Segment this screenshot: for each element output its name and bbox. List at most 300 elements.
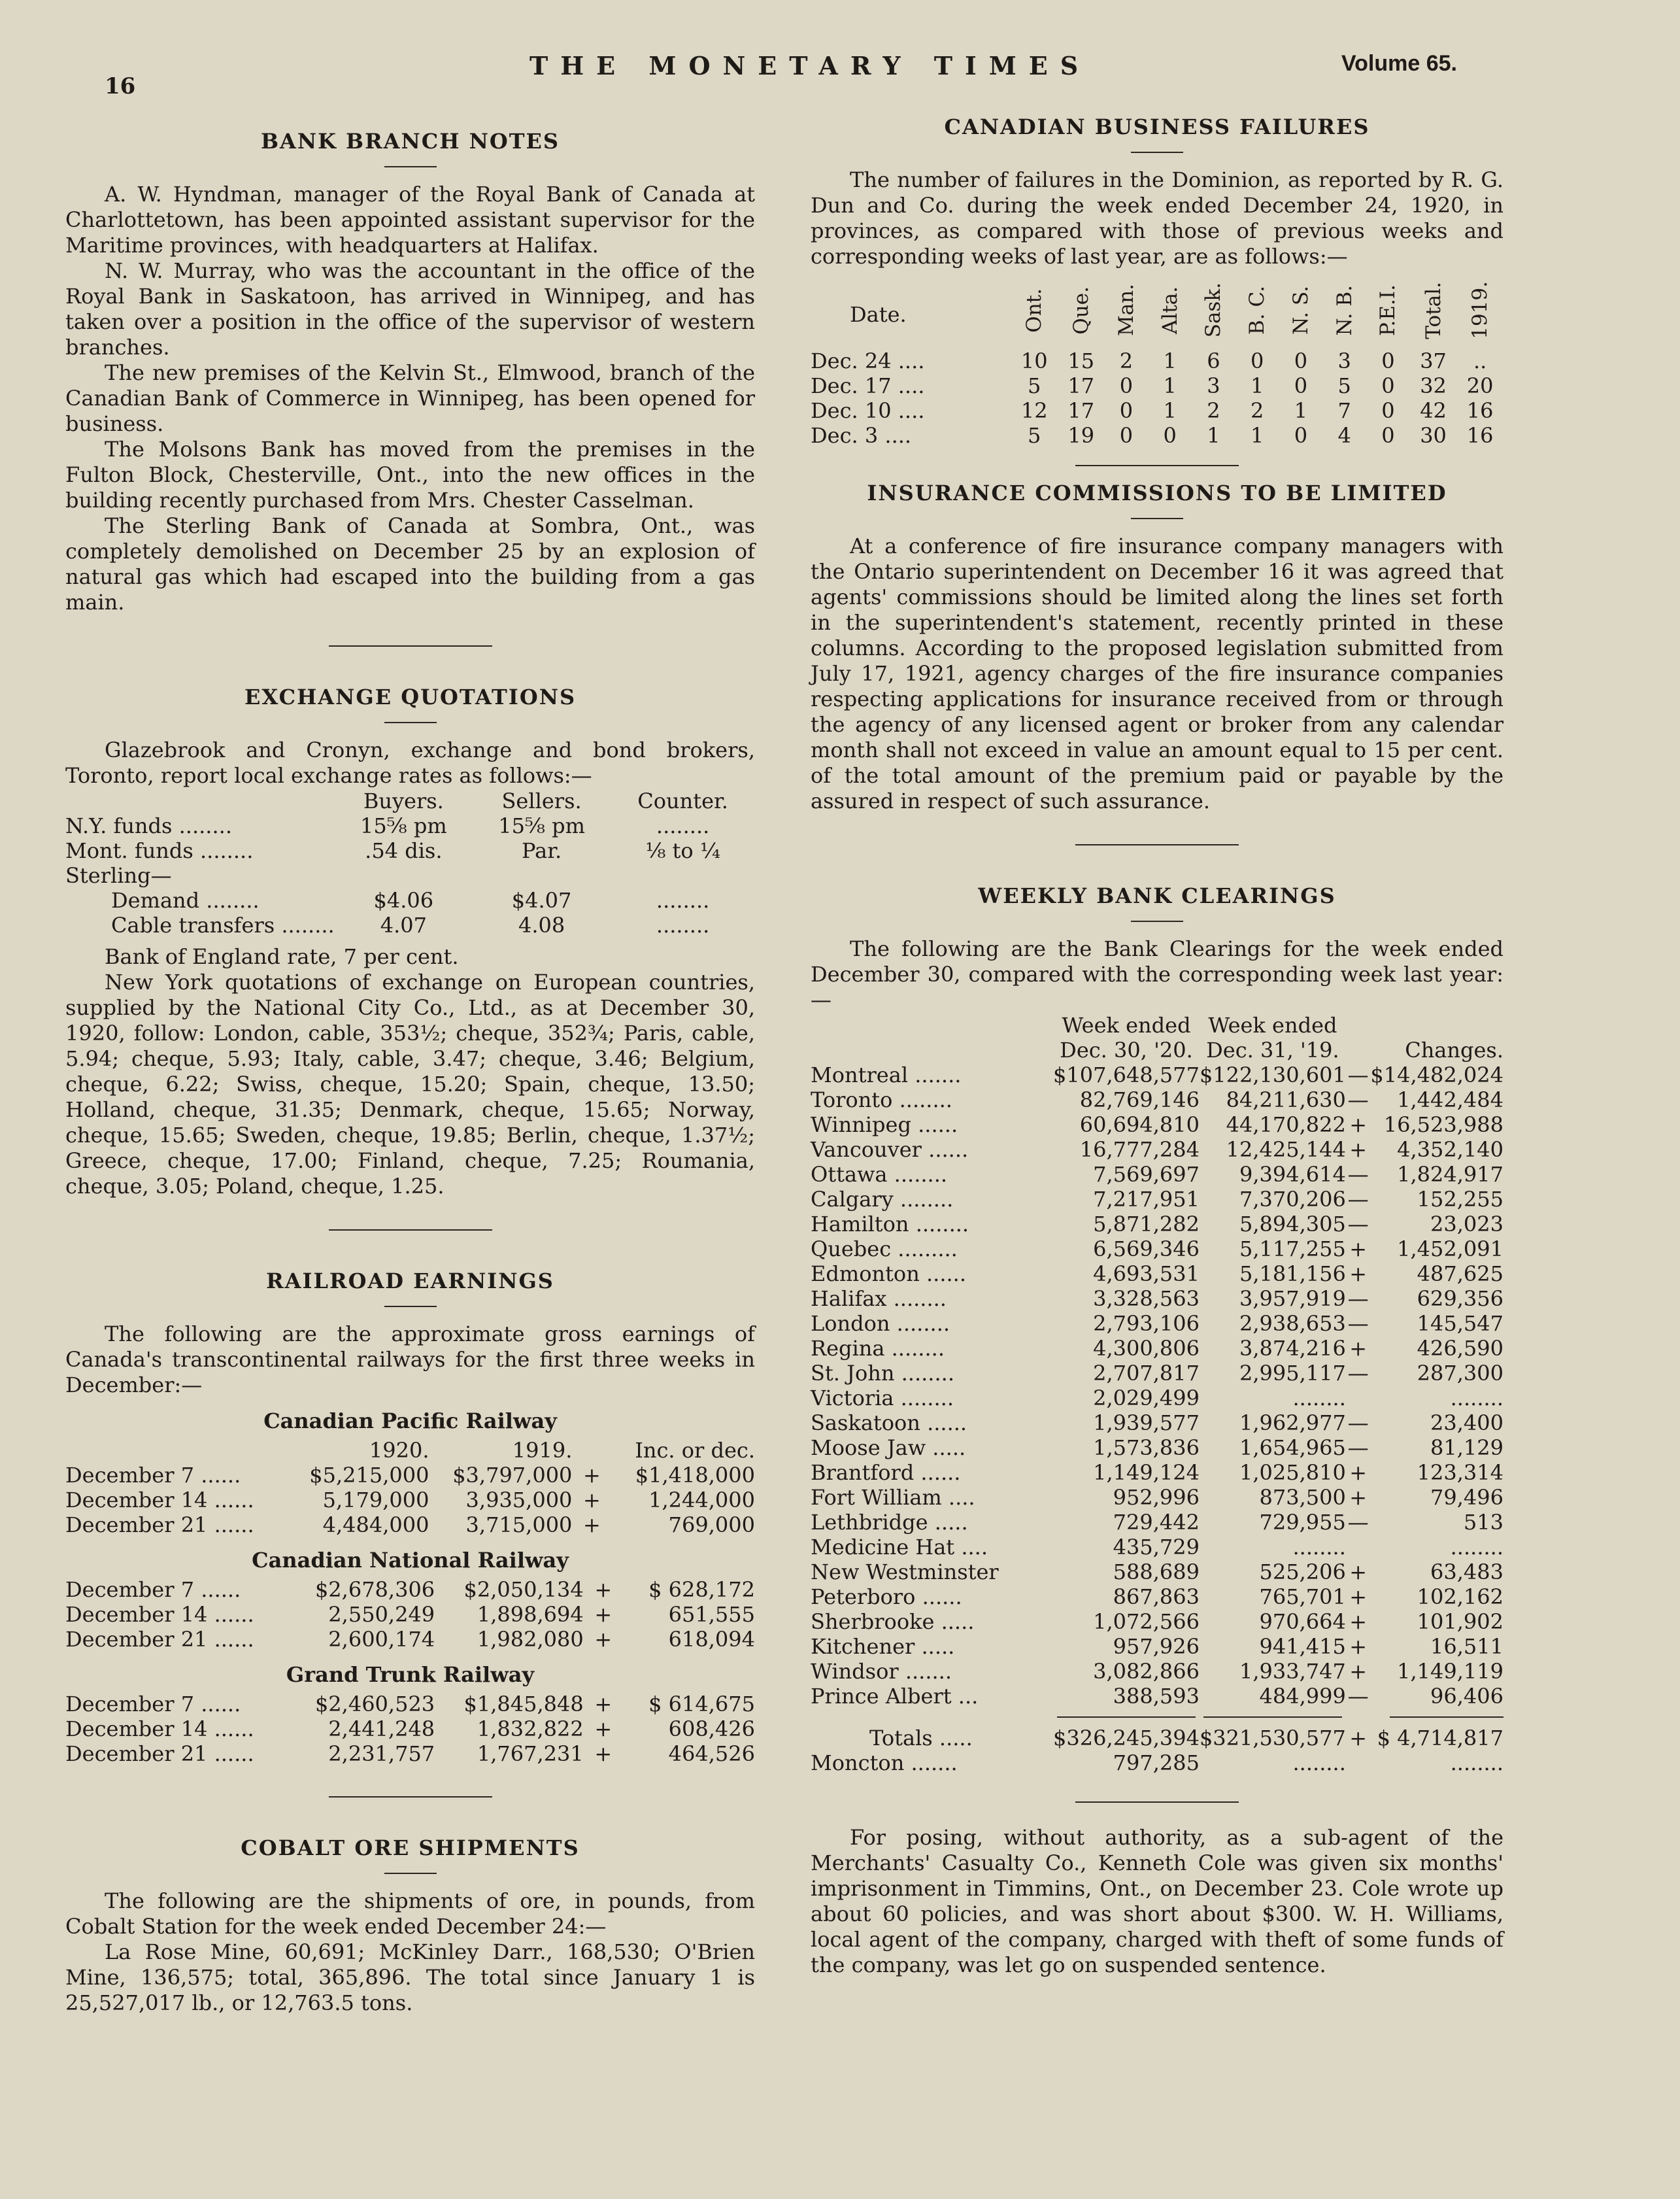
row-label: December 7 ...... (65, 1463, 241, 1488)
column-header-text: 1919. (1468, 281, 1492, 339)
change-value: $1,418,000 (635, 1463, 755, 1488)
heading-rule (1131, 921, 1183, 922)
city-cell: Winnipeg ...... (811, 1112, 958, 1137)
table-row (65, 863, 755, 888)
city-cell: Windsor ....... (811, 1658, 952, 1684)
railway-name: Grand Trunk Railway (286, 1662, 535, 1687)
change-sign: + (594, 1692, 613, 1716)
column-header (1011, 281, 1058, 349)
table-row (65, 913, 755, 938)
change-sign: — (1347, 1435, 1369, 1460)
value-cell: 5 (1028, 373, 1041, 398)
column-header: Counter. (637, 789, 728, 813)
table-row (65, 838, 755, 863)
table-row (811, 1435, 1504, 1460)
row-label: December 14 ...... (65, 1488, 254, 1512)
moncton-1919: ........ (1292, 1750, 1346, 1775)
table-row (65, 1716, 755, 1741)
change-sign: — (1347, 1186, 1369, 1212)
sellers-cell: 15⅝ pm (498, 813, 585, 838)
table-row (65, 1602, 755, 1627)
table-row (811, 1485, 1504, 1510)
change-value: 426,590 (1417, 1335, 1504, 1361)
value-1919: 3,874,216 (1239, 1335, 1346, 1361)
moncton-label: Moncton (811, 1750, 905, 1775)
city-cell: Hamilton ........ (811, 1211, 969, 1236)
table-header-row (65, 789, 755, 813)
clearings-heading: WEEKLY BANK CLEARINGS (978, 883, 1336, 908)
date-cell: Dec. 17 .... (811, 373, 925, 398)
column-header (1456, 281, 1504, 349)
branch-note: The Sterling Bank of Canada at Sombra, Ont., was completely demolished on December 25 by an explosion of natural gas which had escaped into the building from a gas main. (65, 513, 755, 615)
railway-table (65, 1692, 755, 1766)
table-row (811, 1212, 1504, 1236)
table-row (811, 1336, 1504, 1361)
table-row (811, 1236, 1504, 1261)
value-cell: 0 (1294, 422, 1308, 448)
value-cell: 10 (1020, 348, 1048, 373)
value-1919: 5,117,255 (1239, 1236, 1346, 1261)
value-1920: 4,693,531 (1093, 1261, 1200, 1286)
column-header (1105, 281, 1149, 349)
railroad-earnings-heading: RAILROAD EARNINGS (266, 1269, 554, 1293)
value-cell: 7 (1337, 398, 1351, 423)
value-cell: 1 (1207, 422, 1220, 448)
value-1919: 729,955 (1259, 1509, 1346, 1535)
value-cell: 17 (1067, 398, 1095, 423)
change-value: 1,452,091 (1397, 1236, 1504, 1261)
value-1919: 873,500 (1259, 1484, 1346, 1510)
change-value: 487,625 (1417, 1261, 1504, 1286)
city-cell: Quebec ......... (811, 1236, 958, 1261)
change-value: 1,244,000 (648, 1488, 755, 1512)
value-cell: 0 (1381, 398, 1395, 423)
page-number: 16 (105, 73, 136, 99)
change-value: 152,255 (1417, 1186, 1504, 1212)
heading-rule (384, 722, 437, 723)
branch-note: A. W. Hyndman, manager of the Royal Bank of Canada at Charlottetown, has been appointed assistant supervisor for the Maritime provinces, with headquarters at Halifax. (65, 182, 755, 258)
table-row (811, 1286, 1504, 1311)
buyers-cell: 4.07 (380, 913, 427, 938)
value-1920: 60,694,810 (1079, 1112, 1200, 1137)
column-header-text: Ont. (1022, 288, 1047, 333)
value-1919: 2,938,653 (1239, 1310, 1346, 1336)
change-value: 16,523,988 (1383, 1112, 1504, 1137)
table-row (811, 1560, 1504, 1584)
table-row (811, 1535, 1504, 1560)
value-1920: 1,072,566 (1093, 1609, 1200, 1634)
bank-branch-notes-heading: BANK BRANCH NOTES (260, 129, 560, 154)
table-row (811, 1510, 1504, 1535)
row-label: Demand ........ (111, 888, 260, 913)
column-header: 1920. (369, 1438, 429, 1463)
value-1919: 2,995,117 (1239, 1360, 1346, 1386)
value-cell: 1 (1250, 373, 1264, 398)
value-1919: 44,170,822 (1226, 1112, 1346, 1137)
change-value: $ 614,675 (648, 1692, 755, 1716)
change-sign: + (1349, 1633, 1368, 1659)
change-sign: — (1347, 1087, 1369, 1112)
railway-table (65, 1438, 755, 1537)
failures-intro: The number of failures in the Dominion, as reported by R. G. Dun and Co. during the week ended December 24, 1920, in provinces, as compared with those of previous weeks and corresponding weeks of last year, are as follows:— (811, 167, 1504, 269)
value-1920: 1,573,836 (1093, 1435, 1200, 1460)
change-value: 1,442,484 (1397, 1087, 1504, 1112)
row-label: December 7 ...... (65, 1577, 241, 1602)
value-1920: 7,569,697 (1093, 1161, 1200, 1187)
column-header (572, 1438, 611, 1463)
table-row (811, 1361, 1504, 1386)
value-1920: 1,939,577 (1093, 1410, 1200, 1435)
change-sign: + (594, 1627, 613, 1652)
column-header-text: N. S. (1288, 285, 1313, 335)
change-value: 769,000 (668, 1512, 755, 1537)
value-cell: 19 (1067, 422, 1095, 448)
table-row (811, 1187, 1504, 1212)
clearings-table (811, 1013, 1504, 1775)
row-label: December 21 ...... (65, 1741, 254, 1766)
business-failures-heading: CANADIAN BUSINESS FAILURES (944, 114, 1370, 139)
change-value: 79,496 (1430, 1484, 1504, 1510)
change-sign: + (1349, 1484, 1368, 1510)
value-cell: .. (1473, 348, 1487, 373)
change-sign: — (1347, 1062, 1369, 1087)
table-row (65, 1741, 755, 1766)
value-1919: 1,654,965 (1239, 1435, 1346, 1460)
row-label: N.Y. funds ........ (65, 813, 232, 838)
value-1920: $107,648,577 (1053, 1062, 1200, 1087)
table-row (811, 1659, 1504, 1684)
change-sign: — (1347, 1286, 1369, 1311)
value-1920: 7,217,951 (1093, 1186, 1200, 1212)
value-1919: 1,933,747 (1239, 1658, 1346, 1684)
table-row (811, 1634, 1504, 1659)
value-1920: 957,926 (1113, 1633, 1200, 1659)
change-value: 23,400 (1430, 1410, 1504, 1435)
table-row (811, 349, 1504, 373)
value-1920: 3,082,866 (1093, 1658, 1200, 1684)
change-sign: + (1349, 1658, 1368, 1684)
change-sign: — (1347, 1410, 1369, 1435)
cobalt-heading: COBALT ORE SHIPMENTS (241, 1835, 580, 1860)
city-cell: St. John ........ (811, 1360, 954, 1386)
value-1919: 1,767,231 (477, 1741, 584, 1766)
change-sign: — (1347, 1360, 1369, 1386)
value-cell: 1 (1163, 348, 1177, 373)
moncton-row (811, 1750, 1504, 1775)
change-sign: + (1349, 1261, 1368, 1286)
row-label: Cable transfers ........ (111, 913, 335, 938)
city-cell: Calgary ........ (811, 1186, 954, 1212)
value-1919: ........ (1292, 1534, 1346, 1560)
change-value: ........ (1450, 1385, 1504, 1410)
change-value: 101,902 (1417, 1609, 1504, 1634)
change-sign: + (1349, 1609, 1368, 1634)
branch-note: The new premises of the Kelvin St., Elmwood, branch of the Canadian Bank of Commerce in Winnipeg, has been opened for business. (65, 360, 755, 436)
buyers-cell: 15⅝ pm (360, 813, 447, 838)
city-cell: Regina ........ (811, 1335, 945, 1361)
column-header-text: Total. (1421, 281, 1445, 339)
value-cell: 0 (1163, 422, 1177, 448)
sellers-cell (473, 863, 611, 888)
row-label: December 14 ...... (65, 1602, 254, 1627)
change-sign: + (1349, 1335, 1368, 1361)
date-cell: Dec. 3 .... (811, 422, 912, 448)
value-1920: 729,442 (1113, 1509, 1200, 1535)
value-1920: 5,871,282 (1093, 1211, 1200, 1236)
table-header-row (811, 1038, 1504, 1063)
value-cell: 2 (1250, 398, 1264, 423)
column-header (1148, 281, 1192, 349)
city-cell: Montreal ....... (811, 1062, 962, 1087)
section-rule (1075, 1801, 1239, 1803)
column-header-text: P.E.I. (1376, 284, 1400, 336)
city-cell: Brantford ...... (811, 1459, 961, 1485)
city-cell: Prince Albert ... (811, 1683, 979, 1709)
counter-cell (611, 863, 755, 888)
change-sign: + (1349, 1112, 1368, 1137)
value-1919: 525,206 (1259, 1559, 1346, 1584)
heading-rule (1131, 152, 1183, 153)
railway-earnings-tables (65, 1408, 755, 1766)
value-1920: 952,996 (1113, 1484, 1200, 1510)
clearings-intro: The following are the Bank Clearings for the week ended December 30, compared with the corresponding week last year:— (811, 936, 1504, 1012)
counter-cell: ........ (656, 913, 710, 938)
section-rule (329, 1796, 492, 1798)
change-sign: — (1347, 1161, 1369, 1187)
column-header-text: Sask. (1201, 282, 1226, 338)
value-1920: 435,729 (1113, 1534, 1200, 1560)
column-header: 1919. (512, 1438, 573, 1463)
value-1920: 16,777,284 (1079, 1136, 1200, 1162)
table-row (811, 1162, 1504, 1187)
change-sign: — (1347, 1509, 1369, 1535)
value-cell: 12 (1020, 398, 1048, 423)
value-cell: 3 (1207, 373, 1220, 398)
column-header: Buyers. (363, 789, 444, 813)
buyers-cell: .54 dis. (365, 838, 443, 863)
value-1919: 3,957,919 (1239, 1286, 1346, 1311)
change-sign: + (1349, 1136, 1368, 1162)
value-1919: 84,211,630 (1226, 1087, 1346, 1112)
change-sign: + (594, 1577, 613, 1602)
table-row (811, 1386, 1504, 1410)
table-row (811, 1460, 1504, 1485)
table-row (65, 1692, 755, 1716)
sellers-cell: Par. (522, 838, 562, 863)
railway-name: Canadian National Railway (252, 1548, 569, 1573)
value-cell: 1 (1163, 373, 1177, 398)
change-sign: + (583, 1512, 601, 1537)
row-label: December 14 ...... (65, 1716, 254, 1741)
value-1920: 2,029,499 (1093, 1385, 1200, 1410)
exchange-quotations-heading: EXCHANGE QUOTATIONS (244, 685, 577, 709)
branch-note: N. W. Murray, who was the accountant in the office of the Royal Bank in Saskatoon, has arrived in Winnipeg, and has taken over a position in the office of the supervisor of western branches. (65, 258, 755, 360)
change-value: 23,023 (1430, 1211, 1504, 1236)
change-sign: — (1347, 1683, 1369, 1709)
column-header: Dec. 30, '20. (1060, 1037, 1193, 1063)
value-cell: 20 (1466, 373, 1494, 398)
change-value: 63,483 (1430, 1559, 1504, 1584)
change-sign: — (1347, 1310, 1369, 1336)
value-1920: 3,328,563 (1093, 1286, 1200, 1311)
value-1919: $3,797,000 (452, 1463, 573, 1488)
section-rule (1075, 465, 1239, 466)
table-row (65, 1463, 755, 1488)
change-sign: + (594, 1602, 613, 1627)
value-cell: 30 (1420, 422, 1447, 448)
change-sign: + (583, 1488, 601, 1512)
totals-change: $ 4,714,817 (1377, 1725, 1504, 1750)
value-1919: 1,025,810 (1239, 1459, 1346, 1485)
value-1919: 1,962,977 (1239, 1410, 1346, 1435)
section-rule (329, 1229, 492, 1231)
change-value: 1,824,917 (1397, 1161, 1504, 1187)
branch-note: The Molsons Bank has moved from the premises in the Fulton Block, Chesterville, Ont., into the new offices in the building recently purchased from Mrs. Chester Casselman. (65, 437, 755, 513)
change-value: 81,129 (1430, 1435, 1504, 1460)
value-1919: $2,050,134 (463, 1577, 584, 1602)
value-1919: 1,832,822 (477, 1716, 584, 1741)
value-cell: 3 (1337, 348, 1351, 373)
value-cell: 6 (1207, 348, 1220, 373)
value-1920: 588,689 (1113, 1559, 1200, 1584)
change-value: 145,547 (1417, 1310, 1504, 1336)
change-value: 608,426 (668, 1716, 755, 1741)
city-cell: Kitchener ..... (811, 1633, 955, 1659)
value-1920: 2,793,106 (1093, 1310, 1200, 1336)
value-1920: 6,569,346 (1093, 1236, 1200, 1261)
table-row (811, 373, 1504, 398)
change-sign: + (1349, 1459, 1368, 1485)
table-row (811, 1410, 1504, 1435)
volume-label: Volume 65. (1341, 51, 1457, 76)
sellers-cell: $4.07 (511, 888, 572, 913)
city-cell: Fort William .... (811, 1484, 975, 1510)
value-cell: 0 (1119, 373, 1134, 398)
column-header (1279, 281, 1323, 349)
value-cell: 17 (1067, 373, 1095, 398)
column-header: Sellers. (501, 789, 582, 813)
date-column-header: Date. (850, 302, 907, 328)
value-1920: 2,707,817 (1093, 1360, 1200, 1386)
column-header: Changes. (1405, 1037, 1504, 1063)
value-1920: 867,863 (1113, 1584, 1200, 1609)
city-cell: Saskatoon ...... (811, 1410, 967, 1435)
value-1919: 484,999 (1259, 1683, 1346, 1709)
city-cell: Edmonton ...... (811, 1261, 966, 1286)
exchange-table (65, 789, 755, 938)
value-cell: 0 (1294, 373, 1308, 398)
change-sign: — (1347, 1211, 1369, 1236)
cobalt-intro: The following are the shipments of ore, in pounds, from Cobalt Station for the week ended December 24:— (65, 1888, 755, 1939)
row-label: December 21 ...... (65, 1512, 254, 1537)
table-row (811, 1609, 1504, 1634)
table-row (65, 888, 755, 913)
value-cell: 0 (1294, 348, 1308, 373)
city-cell: Moose Jaw ..... (811, 1435, 966, 1460)
counter-cell: ........ (656, 813, 710, 838)
row-label: December 7 ...... (65, 1692, 241, 1716)
value-cell: 0 (1381, 422, 1395, 448)
value-1920: $5,215,000 (309, 1463, 429, 1488)
moncton-1920: 797,285 (1113, 1750, 1200, 1775)
insurance-text: At a conference of fire insurance company managers with the Ontario superintendent on December 16 it was agreed that agents' commissions should be limited along the lines set forth in the superintendent's statement, recently printed in these columns. According to the proposed legislation submitted from July 17, 1921, agency charges of the fire insurance companies respecting applications for insurance received from or through the agency of any licensed agent or broker from any calendar month shall not exceed in value an amount equal to 15 per cent. of the total amount of the premium paid or payable by the assured in respect of such assurance. (811, 533, 1504, 813)
value-1919: 1,982,080 (477, 1627, 584, 1652)
value-1920: $2,678,306 (314, 1577, 435, 1602)
change-sign: + (1349, 1584, 1368, 1609)
city-cell: Lethbridge ..... (811, 1509, 968, 1535)
change-sign: + (594, 1741, 613, 1766)
value-cell: 1 (1163, 398, 1177, 423)
column-header (1322, 281, 1366, 349)
buyers-cell: $4.06 (373, 888, 434, 913)
change-value: 1,149,119 (1397, 1658, 1504, 1684)
table-row (811, 1112, 1504, 1137)
railroad-intro: The following are the approximate gross earnings of Canada's transcontinental railways for the first three weeks in December:— (65, 1321, 755, 1397)
value-1919: 12,425,144 (1226, 1136, 1346, 1162)
value-cell: 0 (1250, 348, 1264, 373)
column-header-text: B. C. (1245, 285, 1269, 335)
heading-rule (384, 166, 437, 167)
ny-quotations: New York quotations of exchange on European countries, supplied by the National City Co., Ltd., as at December 30, 1920, follow: London, cable, 353½; cheque, 352¾; Paris, cable, 5.94; cheque, 5.93; Italy, cable, 3.47; cheque, 3.46; Belgium, cheque, 6.22; Swiss, cheque, 15.20; Spain, cheque, 13.50; Holland, cheque, 31.35; Denmark, cheque, 15.65; Norway, cheque, 15.65; Sweden, cheque, 19.85; Berlin, cheque, 1.37½; Greece, cheque, 17.00; Finland, cheque, 7.25; Roumania, cheque, 3.05; Poland, cheque, 1.25. (65, 970, 755, 1199)
value-cell: 5 (1028, 422, 1041, 448)
leader-dots: ....... (911, 1750, 958, 1775)
change-sign: + (1349, 1236, 1368, 1261)
left-column (65, 114, 755, 2016)
value-cell: 0 (1119, 422, 1134, 448)
totals-row (811, 1726, 1504, 1750)
right-column (811, 114, 1504, 1978)
table-row (811, 1684, 1504, 1709)
totals-1920: $326,245,394 (1053, 1725, 1200, 1750)
value-1919: 5,894,305 (1239, 1211, 1346, 1236)
table-row (811, 1261, 1504, 1286)
blank-cell (65, 1438, 286, 1463)
value-cell: 5 (1337, 373, 1351, 398)
column-header-text: N. B. (1332, 284, 1356, 336)
heading-rule (1131, 518, 1183, 519)
table-row (811, 1584, 1504, 1609)
value-1919: 765,701 (1259, 1584, 1346, 1609)
column-header (1410, 281, 1457, 349)
change-value: 464,526 (668, 1741, 755, 1766)
value-1920: 2,231,757 (328, 1741, 435, 1766)
value-1920: 82,769,146 (1079, 1087, 1200, 1112)
change-sign (1346, 1535, 1371, 1560)
city-cell: Medicine Hat .... (811, 1534, 988, 1560)
table-row (811, 1063, 1504, 1087)
table-row (65, 1488, 755, 1512)
change-value: 102,162 (1417, 1584, 1504, 1609)
section-rule (1075, 844, 1239, 845)
column-header-text: Alta. (1158, 286, 1182, 334)
table-row (811, 1087, 1504, 1112)
change-sign: + (594, 1716, 613, 1741)
value-cell: 2 (1207, 398, 1220, 423)
value-1919: 5,181,156 (1239, 1261, 1346, 1286)
value-cell: 0 (1119, 398, 1134, 423)
value-cell: 16 (1466, 398, 1494, 423)
value-1919: 7,370,206 (1239, 1186, 1346, 1212)
change-value: 513 (1463, 1509, 1504, 1535)
change-value: $ 628,172 (648, 1577, 755, 1602)
counter-cell: ........ (656, 888, 710, 913)
row-label: Sterling— (65, 863, 172, 888)
value-cell: 37 (1420, 348, 1447, 373)
table-rule-row (811, 1709, 1504, 1726)
column-header: Dec. 31, '19. (1206, 1037, 1339, 1063)
value-1920: 1,149,124 (1093, 1459, 1200, 1485)
value-cell: 16 (1466, 422, 1494, 448)
